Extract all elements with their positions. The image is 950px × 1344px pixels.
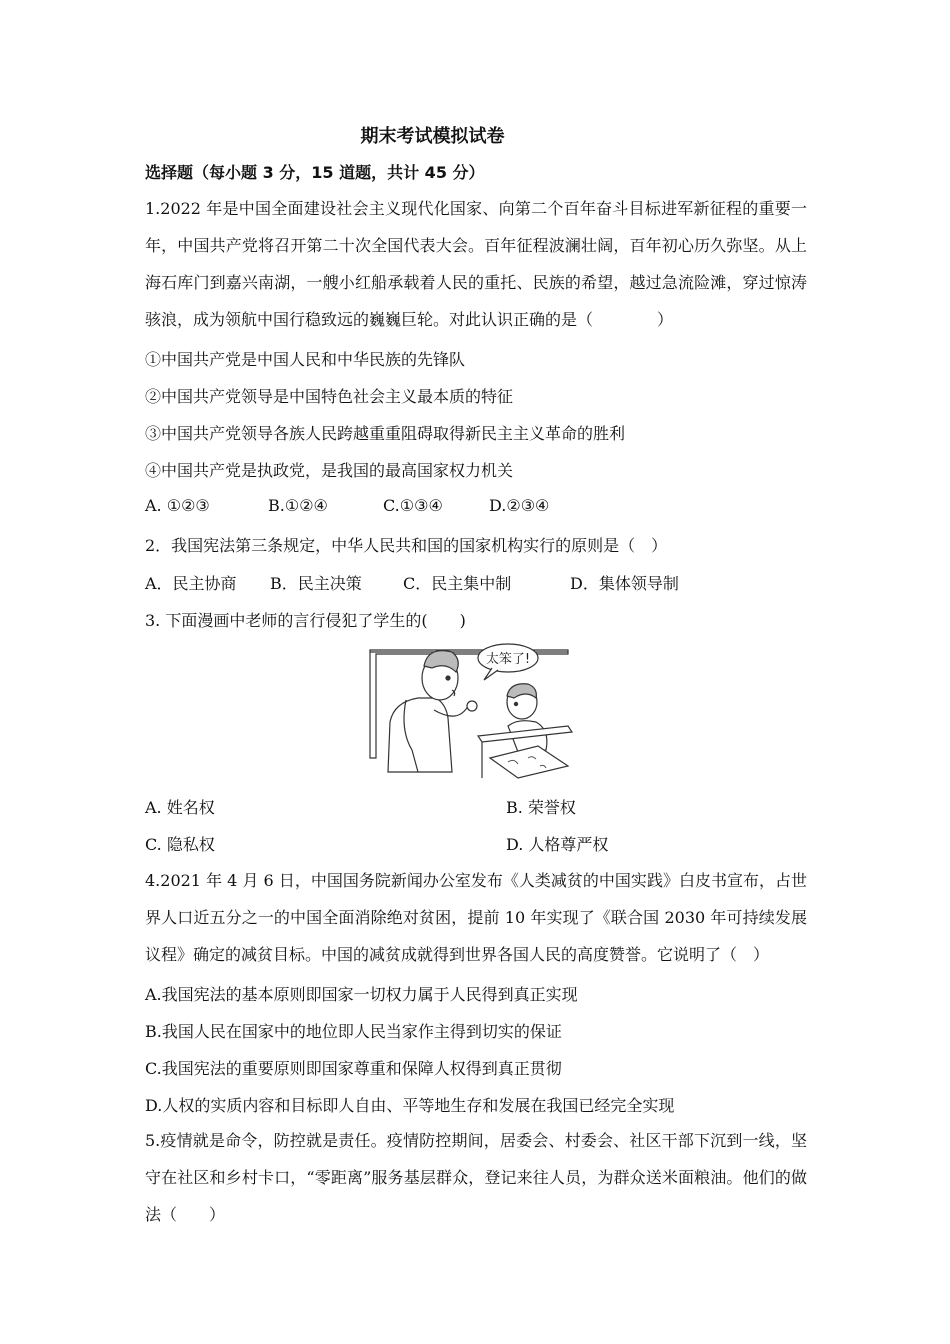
question-4-stem: 4.2021 年 4 月 6 日，中国国务院新闻办公室发布《人类减贫的中国实践》白皮书宣布，占世界人口近五分之一的中国全面消除绝对贫困，提前 10 年实现了《联合国 2030 年可持续发展议程》确定的减贫目标。中国的减贫成就得到世界各国人民的高度赞誉。它说明了（ ） — [145, 871, 807, 964]
question-1-stem: 1.2022 年是中国全面建设社会主义现代化国家、向第二个百年奋斗目标进军新征程的重要一年，中国共产党将召开第二十次全国代表大会。百年征程波澜壮阔，百年初心历久弥坚。从上海石库门到嘉兴南湖，一艘小红船承载着人民的重托、民族的希望，越过急流险滩，穿过惊涛骇浪，成为领航中国行稳致远的巍巍巨轮。对此认识正确的是（ ） — [145, 199, 807, 329]
question-4-option-c[interactable]: C.我国宪法的重要原则即国家尊重和保障人权得到真正贯彻 — [145, 1059, 562, 1078]
speech-bubble-text: 太笨了! — [485, 652, 531, 667]
question-4-option-b[interactable]: B.我国人民在国家中的地位即人民当家作主得到切实的保证 — [145, 1022, 562, 1041]
question-1-item: ④中国共产党是执政党，是我国的最高国家权力机关 — [145, 461, 514, 480]
question-3-option-a[interactable]: A. 姓名权 — [145, 798, 215, 817]
question-3-option-b[interactable]: B. 荣誉权 — [506, 798, 576, 817]
question-2-option-d[interactable]: D．集体领导制 — [570, 574, 679, 593]
student-figure — [507, 684, 547, 752]
question-4-option-a[interactable]: A.我国宪法的基本原则即国家一切权力属于人民得到真正实现 — [145, 985, 578, 1004]
question-2-stem: 2．我国宪法第三条规定，中华人民共和国的国家机构实行的原则是（ ） — [145, 536, 668, 555]
question-3-option-c[interactable]: C. 隐私权 — [145, 835, 215, 854]
question-3-option-d[interactable]: D. 人格尊严权 — [506, 835, 609, 854]
question-2-option-b[interactable]: B．民主决策 — [270, 574, 362, 593]
question-1-option-c[interactable]: C.①③④ — [383, 496, 443, 515]
question-1-option-b[interactable]: B.①②④ — [268, 496, 328, 515]
question-1-option-d[interactable]: D.②③④ — [489, 496, 550, 515]
question-1-item: ①中国共产党是中国人民和中华民族的先锋队 — [145, 350, 466, 369]
question-2-option-a[interactable]: A．民主协商 — [145, 574, 237, 593]
page-title: 期末考试模拟试卷 — [360, 126, 505, 147]
section-heading: 选择题（每小题 3 分，15 道题，共计 45 分） — [145, 163, 485, 182]
cartoon-illustration — [368, 640, 578, 780]
question-1-option-a[interactable]: A. ①②③ — [145, 496, 210, 515]
question-1-item: ③中国共产党领导各族人民跨越重重阻碍取得新民主主义革命的胜利 — [145, 424, 626, 443]
question-5-stem: 5.疫情就是命令，防控就是责任。疫情防控期间，居委会、村委会、社区干部下沉到一线，坚守在社区和乡村卡口，“零距离”服务基层群众，登记来往人员，为群众送米面粮油。他们的做法（ ） — [145, 1131, 807, 1224]
question-1-item: ②中国共产党领导是中国特色社会主义最本质的特征 — [145, 387, 514, 406]
question-2-option-c[interactable]: C．民主集中制 — [403, 574, 512, 593]
question-3-stem: 3. 下面漫画中老师的言行侵犯了学生的( ) — [145, 611, 466, 630]
question-4-option-d[interactable]: D.人权的实质内容和目标即人自由、平等地生存和发展在我国已经完全实现 — [145, 1096, 675, 1115]
teacher-figure — [388, 651, 477, 772]
